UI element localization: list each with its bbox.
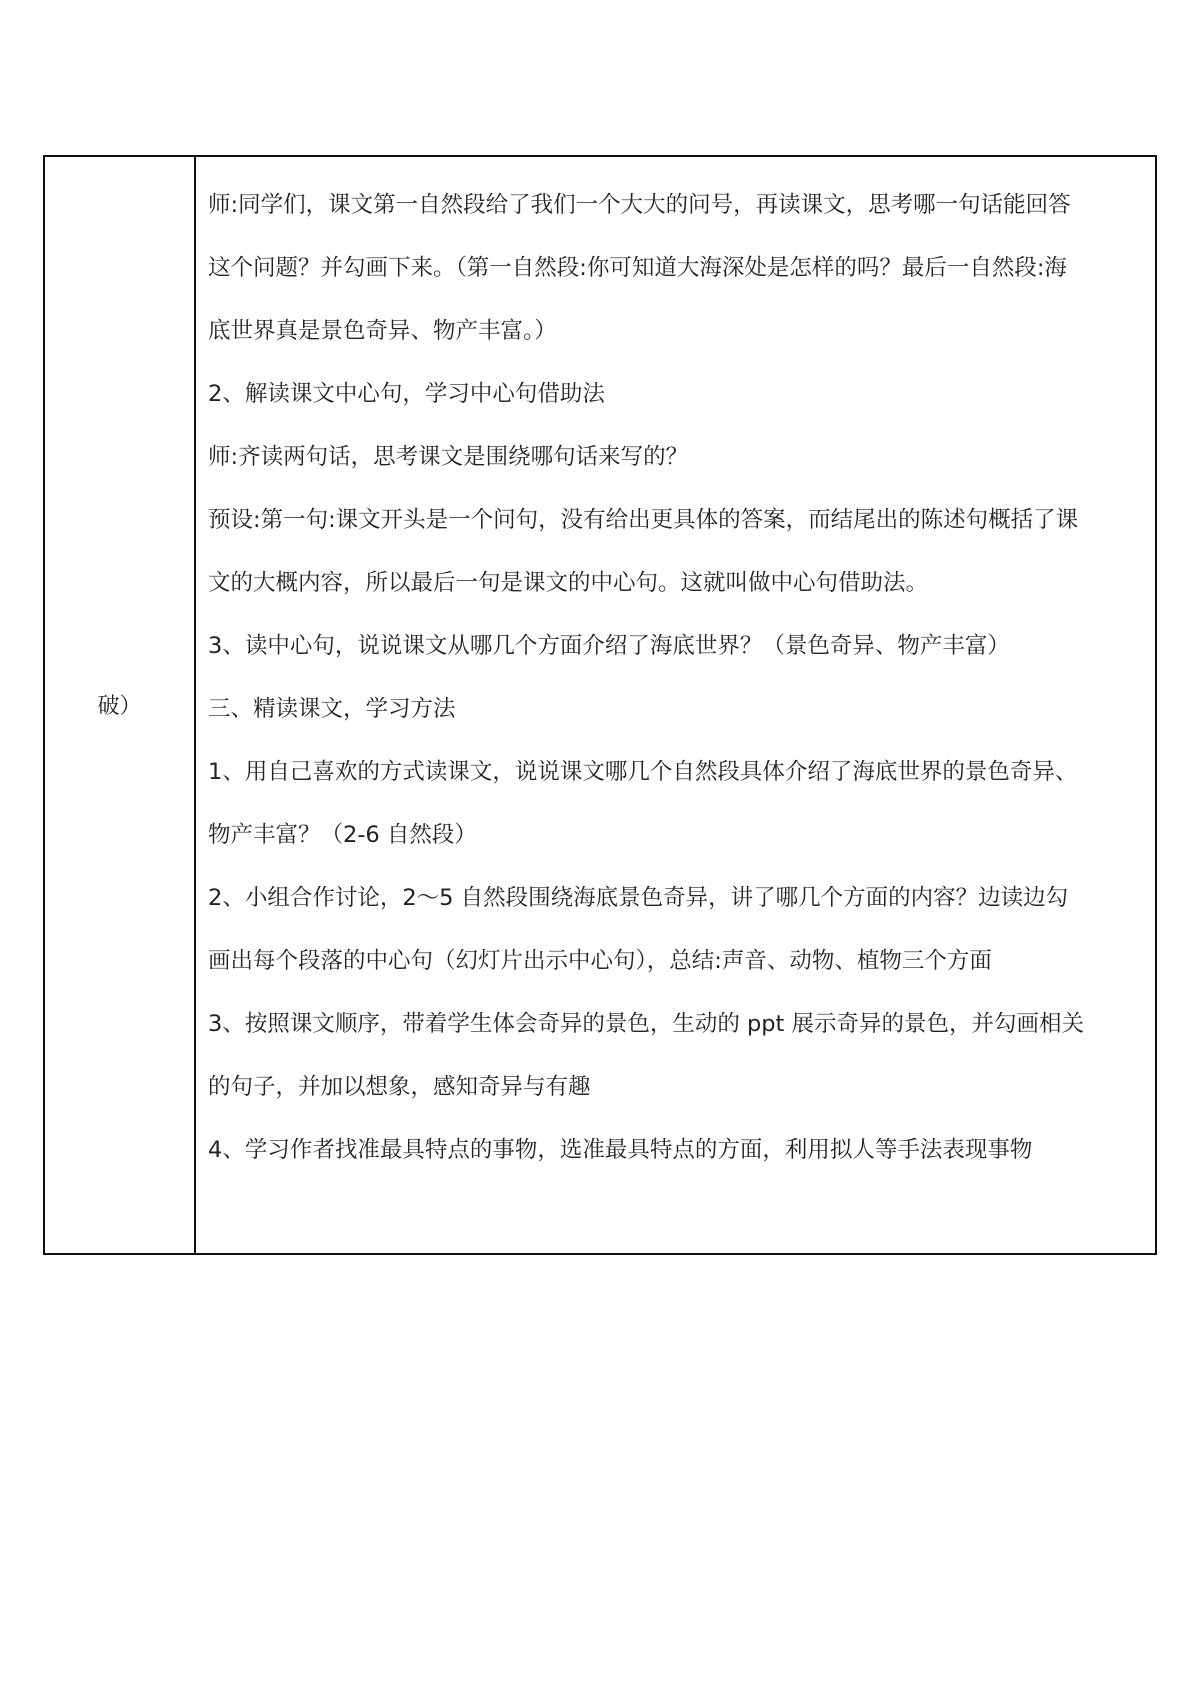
content-line: 2、解读课文中心句，学习中心句借助法 xyxy=(208,381,605,407)
stage-label-cell xyxy=(45,157,196,1253)
content-line: 师:同学们，课文第一自然段给了我们一个大大的问号，再读课文，思考哪一句话能回答 xyxy=(208,192,1071,218)
content-line: 2、小组合作讨论，2～5 自然段围绕海底景色奇异，讲了哪几个方面的内容？边读边勾 xyxy=(208,885,1069,911)
content-line: 4、学习作者找准最具特点的事物，选准最具特点的方面，利用拟人等手法表现事物 xyxy=(208,1137,1033,1163)
content-line: 3、读中心句，说说课文从哪几个方面介绍了海底世界？（景色奇异、物产丰富） xyxy=(208,633,1010,659)
content-line: 三、精读课文，学习方法 xyxy=(208,696,456,722)
content-line: 画出每个段落的中心句（幻灯片出示中心句），总结:声音、动物、植物三个方面 xyxy=(208,948,992,974)
content-line: 3、按照课文顺序，带着学生体会奇异的景色，生动的 ppt 展示奇异的景色，并勾画相关 xyxy=(208,1011,1085,1037)
content-line: 1、用自己喜欢的方式读课文，说说课文哪几个自然段具体介绍了海底世界的景色奇异、 xyxy=(208,759,1078,785)
lesson-plan-table xyxy=(43,155,1157,1255)
content-line: 物产丰富？（2-6 自然段） xyxy=(208,822,477,848)
stage-label: 破） xyxy=(97,694,142,719)
content-line: 师:齐读两句话，思考课文是围绕哪句话来写的？ xyxy=(208,444,689,470)
teaching-content-cell xyxy=(196,157,1155,1253)
content-line: 文的大概内容，所以最后一句是课文的中心句。这就叫做中心句借助法。 xyxy=(208,570,929,596)
content-line: 预设:第一句:课文开头是一个问句，没有给出更具体的答案，而结尾出的陈述句概括了课 xyxy=(208,507,1079,533)
content-line: 这个问题？并勾画下来。（第一自然段:你可知道大海深处是怎样的吗？最后一自然段:海 xyxy=(208,255,1067,281)
content-line: 的句子，并加以想象，感知奇异与有趣 xyxy=(208,1074,591,1100)
content-line: 底世界真是景色奇异、物产丰富。） xyxy=(208,318,557,344)
